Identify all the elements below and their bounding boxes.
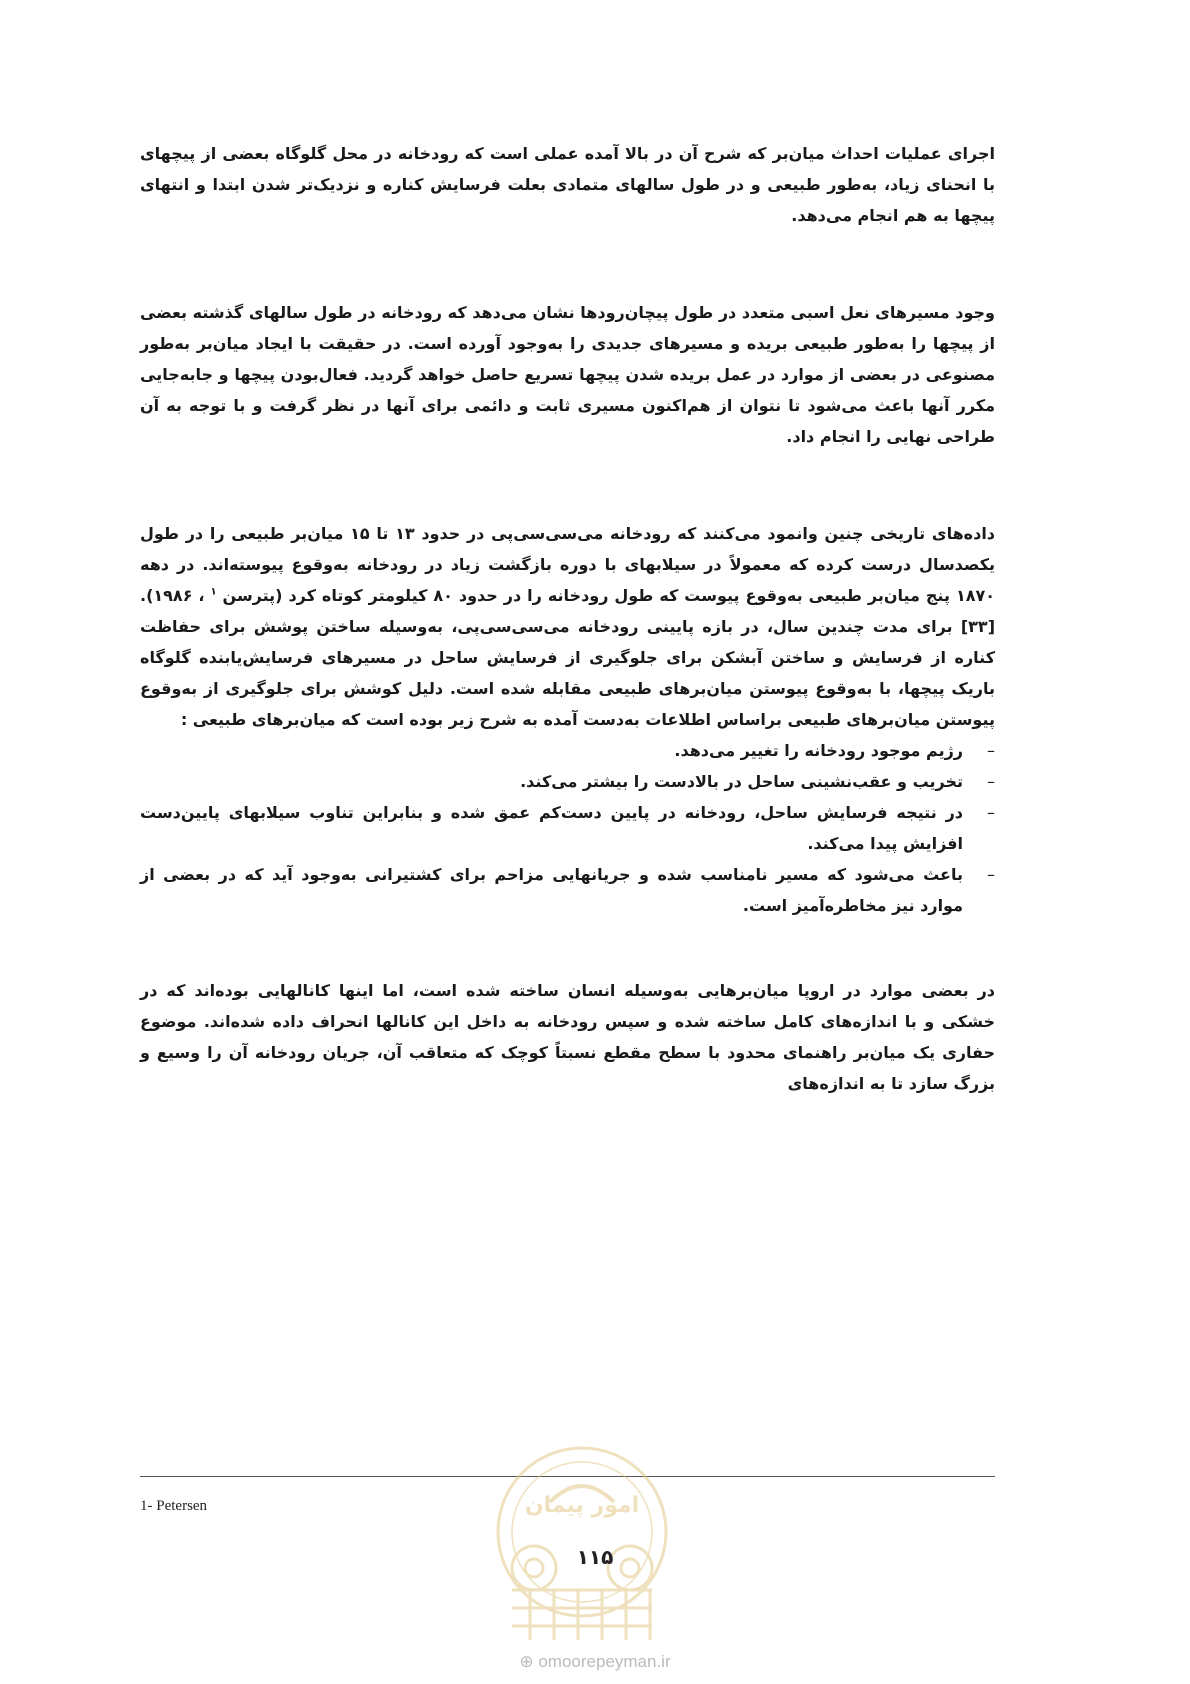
paragraph-1: اجرای عملیات احداث میان‌بر که شرح آن در بالا آمده عملی است که رودخانه در محل گلوگاه بعضی از پیچهای با انحنای زیاد، به‌طور طبیعی و در طول سالهای متمادی بعلت فرسایش کناره و نزدیک‌تر شدن ابتدا و انتهای پیچها به هم انجام می‌دهد. <box>140 144 995 225</box>
list-item <box>140 797 995 859</box>
paragraph-gap <box>140 452 995 518</box>
list-item <box>140 735 995 766</box>
list-item <box>140 859 995 921</box>
dash-icon: – <box>987 772 995 791</box>
bullet-list <box>140 735 995 921</box>
paragraph-3-text-b: ، ۱۹۸۶). [۳۳] برای مدت چندین سال، در بازه پایینی رودخانه می‌سی‌سی‌پی، به‌وسیله ساختن پوشش برای حفاظت کناره از فرسایش و ساختن آبشکن برای جلوگیری از فرسایش ساحل در مسیرهای فرسایش‌یابنده گلوگاه باریک پیچها، با به‌وقوع پیوستن میان‌برهای طبیعی مقابله شده است. دلیل کوشش برای جلوگیری از به‌وقوع پیوستن میان‌برهای طبیعی براساس اطلاعات به‌دست آمده به شرح زیر بوده است که میان‌برهای طبیعی : <box>140 586 995 729</box>
footnote-marker: ۱ <box>210 586 217 598</box>
paragraph-4: در بعضی موارد در اروپا میان‌برهایی به‌وسیله انسان ساخته شده است، اما اینها کانالهایی بوده‌اند که در خشکی و با اندازه‌های کامل ساخته شده و سپس رودخانه به داخل این کانالها انحراف داده شده‌اند. موضوع حفاری یک میان‌بر راهنمای محدود با سطح مقطع نسبتاً کوچک که متعاقب آن، جریان رودخانه آن را وسیع و بزرگ سازد تا به اندازه‌های <box>140 981 995 1093</box>
watermark-url <box>0 1652 1190 1672</box>
watermark-url-text: omoorepeyman.ir <box>538 1652 671 1671</box>
globe-icon: ⊕ <box>519 1652 534 1671</box>
list-item-text: در نتیجه فرسایش ساحل، رودخانه در پایین دست‌کم عمق شده و بنابراین تناوب سیلابهای پایین‌دست افزایش پیدا می‌کند. <box>140 803 963 853</box>
list-item-text: رژیم موجود رودخانه را تغییر می‌دهد. <box>674 741 963 760</box>
dash-icon: – <box>987 803 995 822</box>
paragraph-3-text-a: داده‌های تاریخی چنین وانمود می‌کنند که رودخانه می‌سی‌سی‌پی در حدود ۱۳ تا ۱۵ میان‌بر طبیعی را در طول یکصدسال درست کرده که معمولاً در سیلابهای با دوره بازگشت زیاد در رودخانه به‌وقوع پیوسته‌اند. در دهه ۱۸۷۰ پنج میان‌بر طبیعی به‌وقوع پیوست که طول رودخانه را در حدود ۸۰ کیلومتر کوتاه کرد (پترسن <box>140 524 996 605</box>
page-body <box>140 138 995 1099</box>
list-item-text: باعث می‌شود که مسیر نامناسب شده و جریانهایی مزاحم برای کشتیرانی به‌وجود آید که در بعضی از موارد نیز مخاطره‌آمیز است. <box>140 865 963 915</box>
page-number: ۱۱۵ <box>576 1545 614 1569</box>
dash-icon: – <box>987 741 995 760</box>
list-item-text: تخریب و عقب‌نشینی ساحل در بالادست را بیشتر می‌کند. <box>520 772 963 791</box>
paragraph-gap <box>140 921 995 975</box>
watermark-logo-text: امور پیمان <box>524 1493 640 1518</box>
footnote: 1- Petersen <box>140 1498 208 1514</box>
paragraph-gap <box>140 231 995 297</box>
list-item <box>140 766 995 797</box>
paragraph-3 <box>140 518 995 735</box>
paragraph-2: وجود مسیرهای نعل اسبی متعدد در طول پیچان‌رودها نشان می‌دهد که رودخانه در طول سالهای گذشته بعضی از پیچها را به‌طور طبیعی بریده و مسیرهای جدیدی را به‌وجود آورده است. در حقیقت با ایجاد میان‌بر به‌طور مصنوعی در بعضی از موارد در عمل بریده شدن پیچها تسریع حاصل خواهد گردید. فعال‌بودن پیچها و جابه‌جایی مکرر آنها باعث می‌شود تا نتوان از هم‌اکنون مسیری ثابت و دائمی برای آنها در نظر گرفت و با توجه به آن طراحی نهایی را انجام داد. <box>140 303 995 446</box>
dash-icon: – <box>987 865 995 884</box>
